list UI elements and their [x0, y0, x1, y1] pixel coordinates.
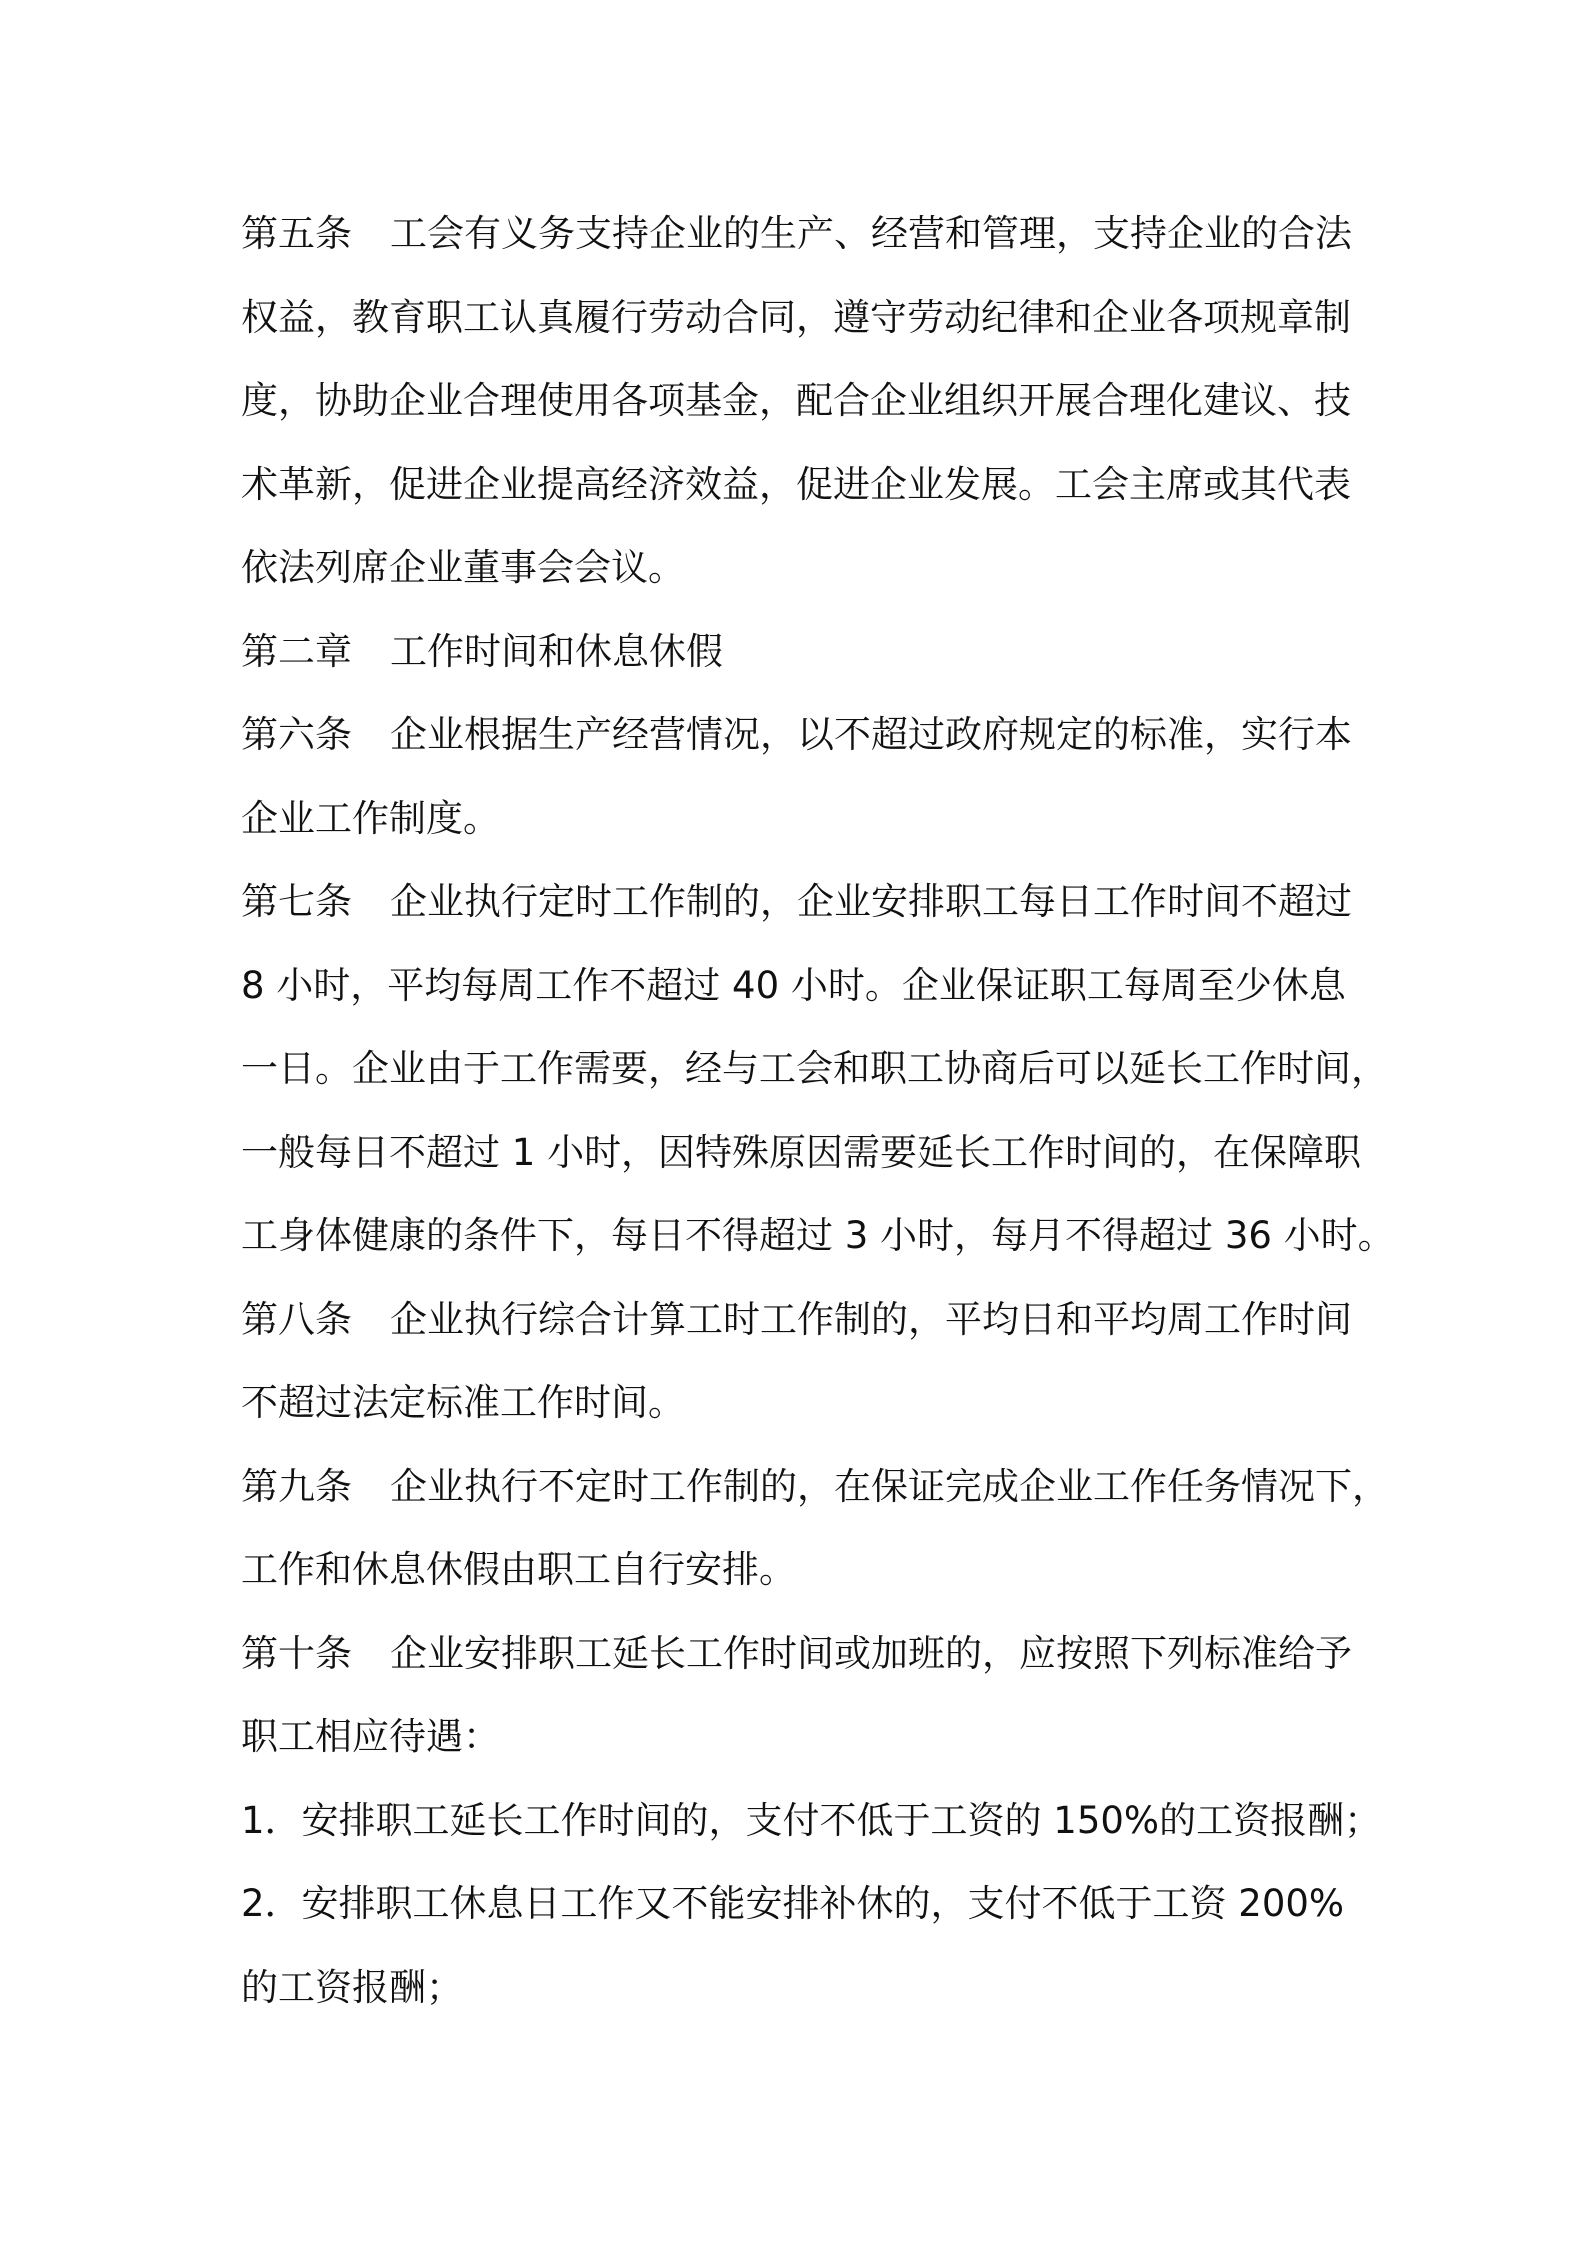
article-heading: 第五条: [241, 212, 352, 255]
text-line: [241, 192, 1371, 276]
line-text: 依法列席企业董事会会议。: [241, 546, 685, 589]
text-line: [241, 1278, 1371, 1362]
text-line: [241, 1862, 1371, 1946]
line-text: 企业安排职工延长工作时间或加班的，应按照下列标准给予: [390, 1631, 1352, 1675]
line-text: 不超过法定标准工作时间。: [241, 1381, 685, 1424]
line-text: 工作时间和休息休假: [390, 629, 723, 673]
article-heading: 第八条: [241, 1297, 352, 1341]
text-line: [241, 693, 1371, 777]
text-line: [241, 1111, 1371, 1195]
article-heading: 第十条: [241, 1631, 352, 1675]
text-line: [241, 359, 1371, 443]
text-line: [241, 860, 1371, 944]
line-text: 权益，教育职工认真履行劳动合同，遵守劳动纪律和企业各项规章制: [241, 295, 1351, 339]
line-text: 术革新，促进企业提高经济效益，促进企业发展。工会主席或其代表: [241, 462, 1351, 506]
line-text: 工作和休息休假由职工自行安排。: [241, 1548, 796, 1591]
article-heading: 第九条: [241, 1464, 352, 1508]
text-line: [241, 1946, 1371, 2030]
text-line: [241, 944, 1371, 1028]
line-text: 工身体健康的条件下，每日不得超过 3 小时，每月不得超过 36 小时。: [241, 1214, 1395, 1257]
article-heading: 第七条: [241, 880, 352, 923]
line-text: 2．安排职工休息日工作又不能安排补休的，支付不低于工资 200%: [241, 1882, 1345, 1925]
line-text: 度，协助企业合理使用各项基金，配合企业组织开展合理化建议、技: [241, 379, 1351, 422]
document-body: [241, 192, 1395, 2029]
text-line: [241, 1194, 1395, 1278]
text-line: [241, 1361, 1371, 1445]
text-line: [241, 276, 1371, 360]
text-line: [241, 610, 1371, 694]
line-text: 企业工作制度。: [241, 796, 500, 840]
line-text: 企业执行定时工作制的，企业安排职工每日工作时间不超过: [390, 880, 1352, 923]
article-heading: 第六条: [241, 713, 352, 756]
text-line: [241, 1445, 1389, 1529]
line-text: 的工资报酬；: [241, 1965, 463, 2009]
line-text: 工会有义务支持企业的生产、经营和管理，支持企业的合法: [390, 212, 1352, 255]
text-line: [241, 777, 1371, 861]
line-text: 企业执行综合计算工时工作制的，平均日和平均周工作时间: [390, 1297, 1352, 1341]
line-text: 企业根据生产经营情况，以不超过政府规定的标准，实行本: [390, 713, 1352, 756]
line-text: 一般每日不超过 1 小时，因特殊原因需要延长工作时间的，在保障职: [241, 1130, 1362, 1174]
text-line: [241, 1027, 1388, 1111]
text-line: [241, 526, 1371, 610]
text-line: [241, 1695, 1371, 1779]
text-line: [241, 443, 1371, 527]
line-text: 企业执行不定时工作制的，在保证完成企业工作任务情况下，: [390, 1464, 1389, 1508]
text-line: [241, 1528, 1371, 1612]
line-text: 1．安排职工延长工作时间的，支付不低于工资的 150%的工资报酬；: [241, 1798, 1382, 1842]
line-text: 一日。企业由于工作需要，经与工会和职工协商后可以延长工作时间，: [241, 1047, 1388, 1090]
line-text: 职工相应待遇：: [241, 1715, 500, 1758]
article-heading: 第二章: [241, 629, 352, 673]
line-text: 8 小时，平均每周工作不超过 40 小时。企业保证职工每周至少休息: [241, 963, 1346, 1007]
text-line: [241, 1779, 1382, 1863]
text-line: [241, 1612, 1371, 1696]
